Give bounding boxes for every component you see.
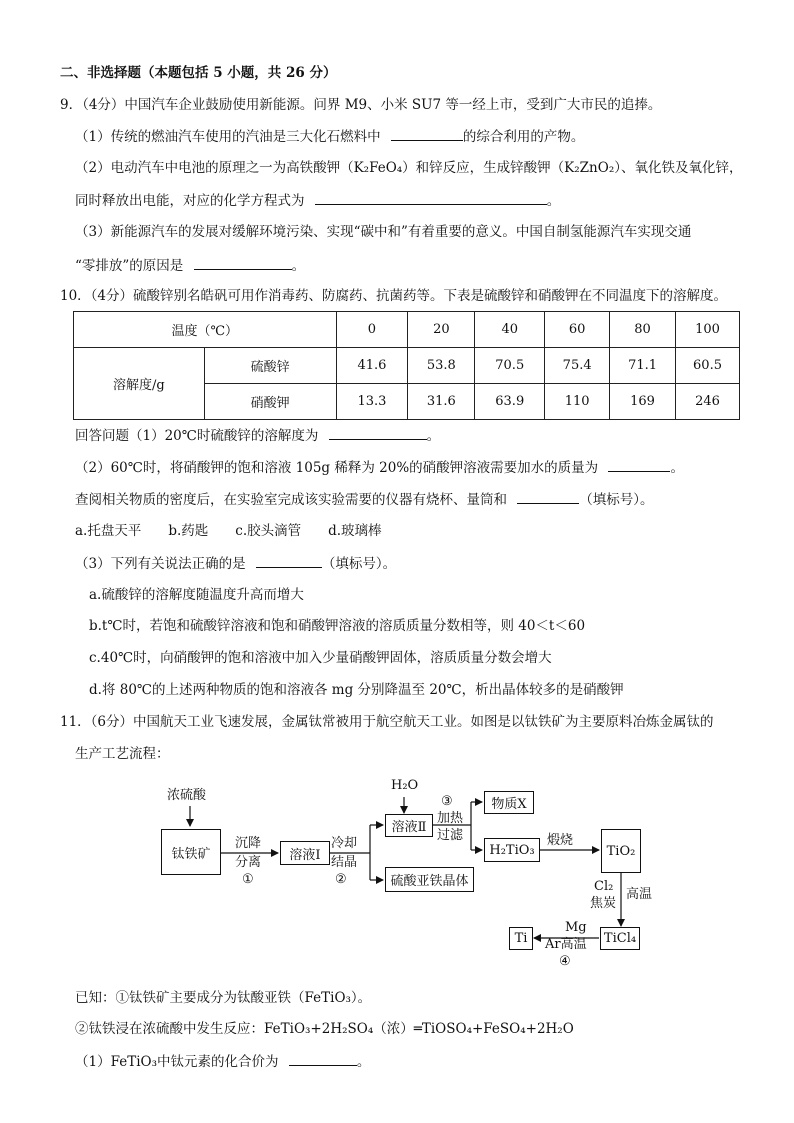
q11-part1-text: （1）FeTiO₃中钛元素的化合价为 — [75, 1054, 279, 1070]
q11-stem-line1: 11．（6分）中国航天工业飞速发展，金属钛常被用于航空航天工业。如图是以钛铁矿为主要原料冶炼金属钛的 — [60, 714, 714, 730]
step3-label-b: 过滤 — [437, 828, 464, 843]
step3-number: ③ — [441, 794, 453, 809]
solution1-box: 溶液Ⅰ — [280, 841, 330, 865]
calcine-label: 煅烧 — [547, 833, 574, 848]
q10-choice-b: b.t℃时，若饱和硫酸锌溶液和饱和硝酸钾溶液的溶质质量分数相等，则 40＜t＜60 — [89, 618, 586, 634]
section-title: 二、非选择题（本题包括 5 小题，共 26 分） — [60, 65, 337, 81]
table-cell: 53.8 — [408, 348, 475, 384]
mg-label: Mg — [565, 920, 587, 935]
temp-cell: 100 — [676, 312, 740, 348]
q9-stem: 9．（4分）中国汽车企业鼓励使用新能源。问界 M9、小米 SU7 等一经上市，受到广大市民的追捧。 — [60, 97, 662, 113]
water-label: H₂O — [391, 778, 419, 793]
tio2-box: TiO₂ — [601, 829, 641, 873]
table-cell: 169 — [610, 384, 676, 420]
step4-number: ④ — [559, 954, 571, 969]
cl2-label: Cl₂ — [594, 879, 614, 894]
row-label: 硫酸锌 — [204, 348, 336, 384]
temp-header: 温度（℃） — [74, 312, 337, 348]
temp-cell: 0 — [336, 312, 408, 348]
q11-known1: 已知：①钛铁矿主要成分为钛酸亚铁（FeTiO₃）。 — [75, 990, 372, 1006]
temp-cell: 40 — [475, 312, 545, 348]
temp-cell: 60 — [545, 312, 610, 348]
q11-known2: ②钛铁浸在浓硫酸中发生反应：FeTiO₃+2H₂SO₄（浓）═TiOSO₄+FeSO₄+2H₂O — [75, 1021, 574, 1037]
q11-part1-blank[interactable] — [289, 1051, 357, 1066]
q10-part1-text: 回答问题（1）20℃时硫酸锌的溶解度为 — [75, 428, 319, 444]
q10-part1-tail: 。 — [426, 428, 441, 444]
ticl4-box: TiCl₄ — [600, 927, 640, 950]
q11-stem-line2: 生产工艺流程： — [75, 746, 170, 762]
table-cell: 60.5 — [676, 348, 740, 384]
row-group-label: 溶解度/g — [74, 348, 205, 420]
q10-part3-text: （3）下列有关说法正确的是 — [75, 556, 246, 572]
step1-label-a: 沉降 — [235, 836, 262, 851]
q9-part2-line1: （2）电动汽车中电池的原理之一为高铁酸钾（K₂FeO₄）和锌反应，生成锌酸钾（K₂ZnO₂）、氧化铁及氧化锌， — [75, 160, 743, 176]
step2-number: ② — [335, 872, 347, 887]
q10-part2-tail: 。 — [670, 460, 684, 476]
table-cell: 13.3 — [336, 384, 408, 420]
step3-label-a: 加热 — [437, 811, 464, 826]
q9-part1-text: （1）传统的燃油汽车使用的汽油是三大化石燃料中 — [75, 129, 381, 145]
step2-label-b: 结晶 — [331, 855, 358, 870]
q9-part1-tail: 的综合利用的产物。 — [462, 129, 585, 145]
q9-part2-text: 同时释放出电能，对应的化学方程式为 — [75, 193, 305, 209]
table-cell: 63.9 — [475, 384, 545, 420]
q10-part2b-text: 查阅相关物质的密度后，在实验室完成该实验需要的仪器有烧杯、量筒和 — [75, 492, 507, 508]
substance-x-box: 物质X — [484, 791, 534, 814]
table-cell: 110 — [545, 384, 610, 420]
table-cell: 70.5 — [475, 348, 545, 384]
q9-part3-text: “零排放”的原因是 — [75, 258, 184, 274]
temp-cell: 80 — [610, 312, 676, 348]
table-cell: 75.4 — [545, 348, 610, 384]
ti-box: Ti — [509, 927, 533, 950]
table-cell: 31.6 — [408, 384, 475, 420]
ilmenite-box: 钛铁矿 — [161, 829, 221, 875]
q10-choice-c: c.40℃时，向硝酸钾的饱和溶液中加入少量硝酸钾固体，溶质质量分数会增大 — [89, 650, 552, 666]
q10-choice-d: d.将 80℃的上述两种物质的饱和溶液各 mg 分别降温至 20℃，析出晶体较多的是硝酸钾 — [89, 682, 624, 698]
coke-label: 焦炭 — [590, 896, 617, 911]
table-cell: 246 — [676, 384, 740, 420]
q10-options: a.托盘天平 b.药匙 c.胶头滴管 d.玻璃棒 — [75, 523, 382, 539]
q10-choice-a: a.硫酸锌的溶解度随温度升高而增大 — [89, 587, 304, 603]
ferrous-sulfate-crystal-box: 硫酸亚铁晶体 — [385, 867, 474, 892]
q10-part2-text: （2）60℃时，将硝酸钾的饱和溶液 105g 稀释为 20%的硝酸钾溶液需要加水的质量为 — [75, 460, 599, 476]
q9-part3-line1: （3）新能源汽车的发展对缓解环境污染、实现“碳中和”有着重要的意义。中国自制氢能源汽车实现交通 — [75, 224, 692, 240]
q10-part2b-tail: （填标号）。 — [579, 492, 654, 508]
temp-cell: 20 — [408, 312, 475, 348]
h2tio3-box: H₂TiO₃ — [484, 838, 540, 862]
q10-part3-tail: （填标号）。 — [321, 556, 397, 572]
conc-acid-label: 浓硫酸 — [167, 788, 207, 803]
q9-part2-tail: 。 — [546, 193, 561, 209]
q11-part1-tail: 。 — [356, 1054, 371, 1070]
row-label: 硝酸钾 — [204, 384, 336, 420]
table-cell: 41.6 — [336, 348, 408, 384]
step1-number: ① — [242, 872, 254, 887]
q11-part1 — [75, 1051, 370, 1072]
q10-stem: 10．（4分）硫酸锌别名皓矾可用作消毒药、防腐药、抗菌药等。下表是硫酸锌和硝酸钾在不同温度下的溶解度。 — [60, 288, 728, 304]
ar-high-temp-label: Ar高温 — [545, 937, 587, 952]
high-temp-label: 高温 — [626, 887, 653, 902]
q9-part3-tail: 。 — [291, 258, 306, 274]
table-cell: 71.1 — [610, 348, 676, 384]
solution2-box: 溶液Ⅱ — [385, 814, 433, 837]
step1-label-b: 分离 — [235, 855, 262, 870]
step2-label-a: 冷却 — [331, 836, 358, 851]
